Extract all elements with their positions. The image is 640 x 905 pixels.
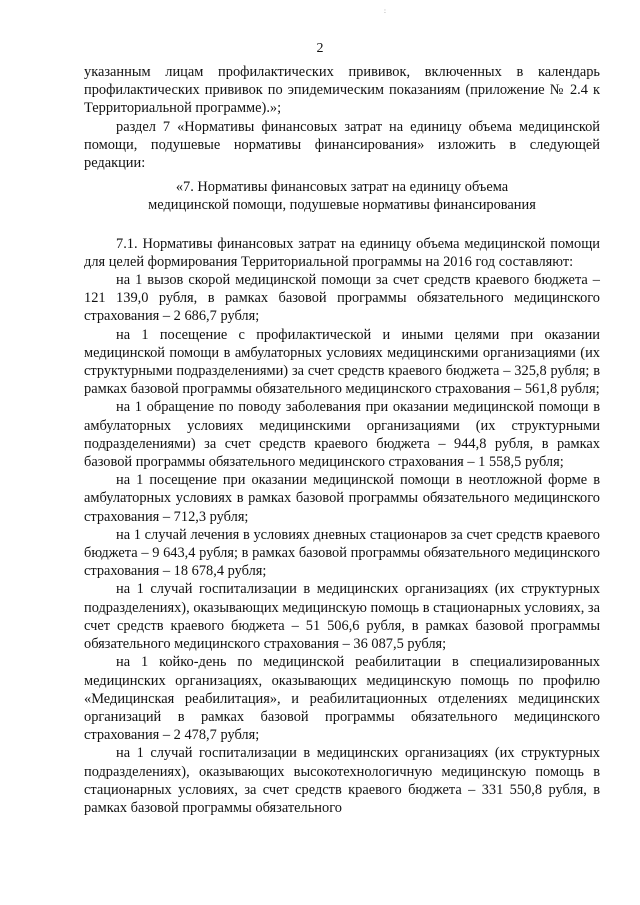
document-body xyxy=(84,63,600,817)
section-heading xyxy=(84,178,600,214)
paragraph-day-hospital: на 1 случай лечения в условиях дневных стационаров за счет средств краевого бюджета – 9 643,4 рубля; в рамках базовой программы обязательного медицинского страхования – 18 678,4 рубля; xyxy=(84,526,600,580)
paragraph-hospitalization: на 1 случай госпитализации в медицинских организациях (их структурных подразделениях), оказывающих медицинскую помощь в стационарных условиях, за счет средств краевого бюджета – 51 506,6 рубля, в рамках базовой программы обязательного медицинского страхования – 36 087,5 рубля; xyxy=(84,581,600,653)
paragraph-7-1: 7.1. Нормативы финансовых затрат на единицу объема медицинской помощи для целей формирования Территориальной программы на 2016 год составляют: xyxy=(84,235,600,270)
paragraph-high-tech-care: на 1 случай госпитализации в медицинских организациях (их структурных подразделениях), оказывающих высокотехнологичную медицинскую помощь в стационарных условиях, за счет средств краевого бюджета – 331 550,8 рубля, в рамках базовой программы обязательного xyxy=(84,745,600,816)
scan-mark: : xyxy=(384,7,386,15)
section-heading-line-2: медицинской помощи, подушевые нормативы финансирования xyxy=(148,197,536,214)
paragraph-rehabilitation: на 1 койко-день по медицинской реабилитации в специализированных медицинских организациях, оказывающих медицинскую помощь по профилю «Медицинская реабилитация», и реабилитационных отделениях медицинских организаций в рамках базовой программы обязательного медицинского страхования – 2 478,7 рубля; xyxy=(84,654,600,744)
paragraph-preventive-visit: на 1 посещение с профилактической и иными целями при оказании медицинской помощи в амбулаторных условиях медицинскими организациями (их структурными подразделениями) за счет средств краевого бюджета – 325,8 рубля; в рамках базовой программы обязательного медицинского страхования – 561,8 рубля; xyxy=(84,326,600,398)
paragraph-urgent-visit: на 1 посещение при оказании медицинской помощи в неотложной форме в амбулаторных условиях в рамках базовой программы обязательного медицинского страхования – 712,3 рубля; xyxy=(84,472,600,525)
paragraph-ambulance-call: на 1 вызов скорой медицинской помощи за счет средств краевого бюджета – 121 139,0 рубля, в рамках базовой программы обязательного медицинского страхования – 2 686,7 рубля; xyxy=(84,272,600,325)
page-number: 2 xyxy=(316,41,324,56)
intro-tail-paragraph: указанным лицам профилактических прививок, включенных в календарь профилактических прививок по эпидемическим показаниям (приложение № 2.4 к Территориальной программе).»; xyxy=(84,64,600,117)
paragraph-disease-appeal: на 1 обращение по поводу заболевания при оказании медицинской помощи в амбулаторных условиях медицинскими организациями (их структурными подразделениями) за счет средств краевого бюджета – 944,8 рубля, в рамках базовой программы обязательного медицинского страхования – 1 558,5 рубля; xyxy=(84,399,600,471)
section-intro-paragraph: раздел 7 «Нормативы финансовых затрат на единицу объема медицинской помощи, подушевые нормативы финансирования» изложить в следующей редакции: xyxy=(84,118,600,172)
section-heading-line-1: «7. Нормативы финансовых затрат на единицу объема xyxy=(175,179,509,196)
